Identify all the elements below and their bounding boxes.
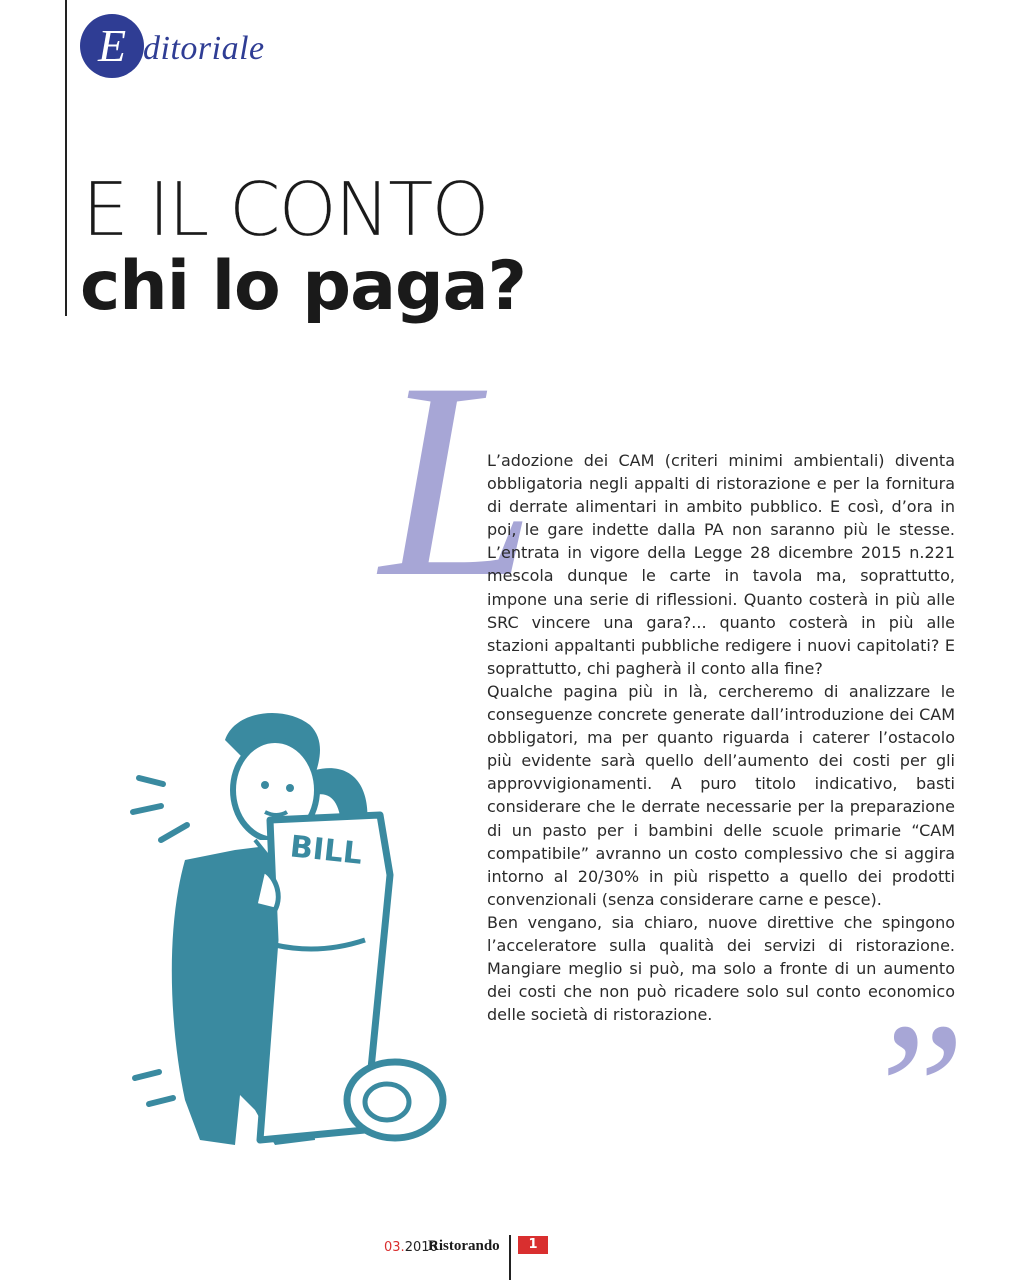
article-paragraph: Qualche pagina più in là, cercheremo di analizzare le conseguenze concrete generate dall’introduzione dei CAM obbligatori, ma per quanto riguarda i caterer l’ostacolo più evidente sarà quello dell’aumento dei costi per gli approvvigionamenti. A puro titolo indicativo, basti considerare che le derrate necessarie per la preparazione di un pasto per i bambini delle scuole primarie “CAM compatibile” avranno un costo complessivo che si aggira intorno al 20/30% in più rispetto a quello dei prodotti convenzionali (senza considerare carne e pesce). — [487, 681, 955, 909]
headline-line-2: chi lo paga? — [80, 247, 526, 326]
decorative-close-quote: ” — [860, 985, 966, 1195]
footer-magazine-name: Ristorando — [428, 1238, 500, 1254]
footer-issue-year: 2016 — [404, 1240, 438, 1255]
section-badge-letter: E — [97, 20, 127, 71]
section-badge-circle — [80, 14, 144, 78]
article-body — [487, 449, 955, 1026]
footer-issue-month: 03. — [384, 1240, 405, 1255]
footer-rule — [509, 1235, 511, 1280]
man-with-bill-illustration — [125, 700, 455, 1160]
decorative-dropcap: L — [380, 324, 536, 635]
article-paragraph: L’adozione dei CAM (criteri minimi ambientali) diventa obbligatoria negli appalti di ristorazione e per la fornitura di derrate alimentari in ambito pubblico. E così, d’ora in poi, le gare indette dalla PA non saranno più le stesse. L’entrata in vigore della Legge 28 dicembre 2015 n.221 mescola dunque le carte in tavola ma, soprattutto, impone una serie di riflessioni. Quanto costerà in più alle SRC vincere una gara?... quanto costerà in più alle stazioni appaltanti pubbliche redigere i nuovi capitolati? E soprattutto, chi pagherà il conto alla fine? — [487, 451, 955, 678]
section-label: ditoriale — [143, 30, 265, 67]
page-number: 1 — [518, 1236, 548, 1254]
bill-label: BILL — [288, 829, 364, 872]
left-margin-rule — [65, 0, 67, 316]
headline-line-1: E IL CONTO — [82, 167, 488, 253]
article-paragraph: Ben vengano, sia chiaro, nuove direttive che spingono l’acceleratore sulla qualità dei servizi di ristorazione. Mangiare meglio si può, ma solo a fronte di un aumento dei costi che non può ricadere solo sul conto economico delle società di ristorazione. — [487, 912, 955, 1025]
